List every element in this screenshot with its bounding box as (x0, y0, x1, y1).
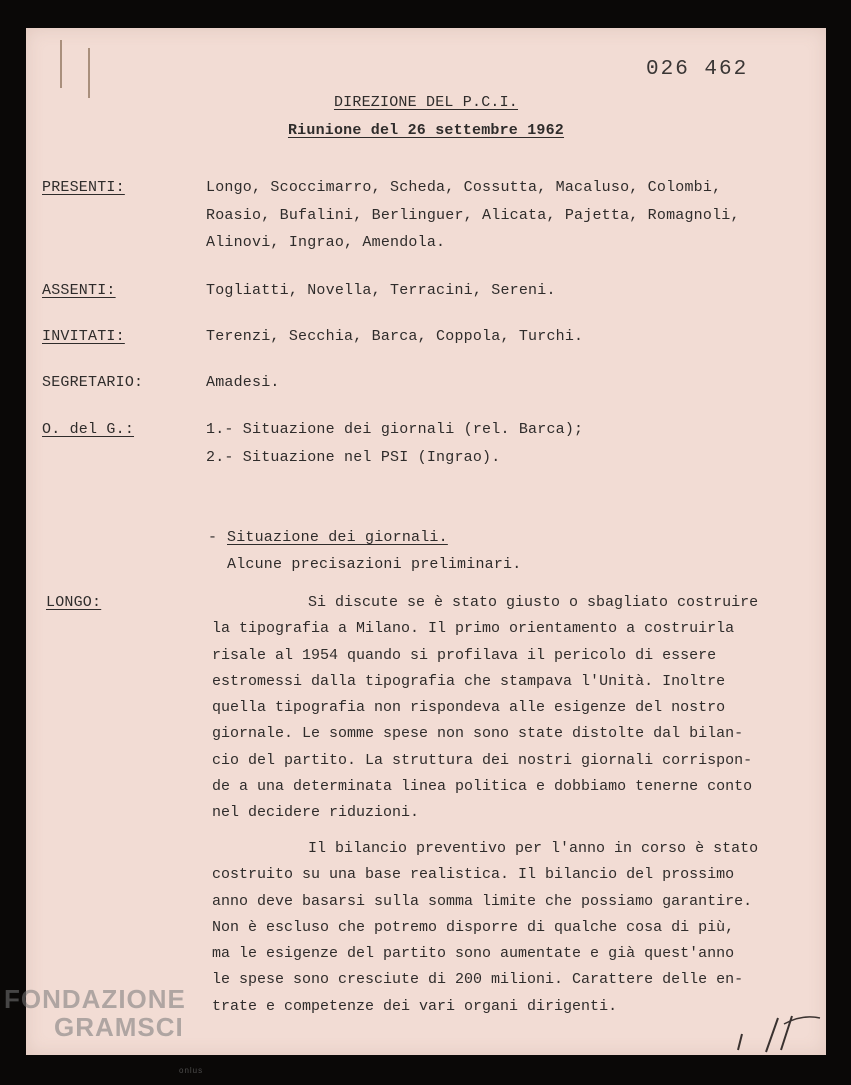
handwritten-mark-icon (726, 988, 826, 1055)
invitati-label: INVITATI: (42, 328, 125, 345)
paragraph-1 (212, 590, 758, 827)
paragraph-line: nel decidere riduzioni. (212, 804, 420, 822)
paragraph-line: cio del partito. La struttura dei nostri giornali corrispon- (212, 751, 753, 769)
section-intro: Alcune precisazioni preliminari. (227, 556, 522, 573)
hole-punch-mark (60, 40, 62, 88)
segretario-value: Amadesi. (206, 374, 280, 391)
paragraph-line: giornale. Le somme spese non sono state distolte dal bilan- (212, 725, 744, 743)
paragraph-line: le spese sono cresciute di 200 milioni. Carattere delle en- (212, 971, 744, 989)
speaker-label: LONGO: (46, 594, 102, 611)
presenti-line: Longo, Scoccimarro, Scheda, Cossutta, Macaluso, Colombi, (206, 179, 722, 196)
presenti-line: Alinovi, Ingrao, Amendola. (206, 234, 446, 251)
watermark-small: onlus (179, 1066, 204, 1075)
paragraph-line: la tipografia a Milano. Il primo orientamento a costruirla (212, 620, 735, 638)
watermark-line1: FONDAZIONE (4, 984, 186, 1014)
presenti-label: PRESENTI: (42, 179, 125, 196)
section-dash: - (208, 529, 218, 546)
fondazione-gramsci-watermark (4, 984, 204, 1075)
archive-number: 026 462 (646, 58, 749, 81)
odg-label: O. del G.: (42, 421, 135, 438)
document-subtitle: Riunione del 26 settembre 1962 (287, 122, 565, 139)
assenti-label: ASSENTI: (42, 282, 116, 299)
invitati-value: Terenzi, Secchia, Barca, Coppola, Turchi. (206, 328, 584, 345)
paragraph-line: anno deve basarsi sulla somma limite che possiamo garantire. (212, 892, 753, 910)
section-heading: Situazione dei giornali. (227, 529, 448, 546)
document-page (26, 28, 826, 1055)
odg-item: 2.- Situazione nel PSI (Ingrao). (206, 449, 501, 466)
watermark-line2: GRAMSCI (54, 1012, 184, 1042)
paragraph-line: costruito su una base realistica. Il bilancio del prossimo (212, 866, 735, 884)
paragraph-line: risale al 1954 quando si profilava il pericolo di essere (212, 646, 717, 664)
presenti-line: Roasio, Bufalini, Berlinguer, Alicata, Pajetta, Romagnoli, (206, 207, 740, 224)
paragraph-line: estromessi dalla tipografia che stampava l'Unità. Inoltre (212, 672, 726, 690)
segretario-label: SEGRETARIO: (42, 374, 144, 391)
assenti-value: Togliatti, Novella, Terracini, Sereni. (206, 282, 556, 299)
paragraph-line: de a una determinata linea politica e dobbiamo tenerne conto (212, 778, 753, 796)
paragraph-line: ma le esigenze del partito sono aumentate e già quest'anno (212, 945, 735, 963)
paragraph-line: Il bilancio preventivo per l'anno in corso è stato (308, 840, 759, 857)
document-title: DIREZIONE DEL P.C.I. (333, 94, 519, 111)
paragraph-line: quella tipografia non rispondeva alle esigenze del nostro (212, 699, 726, 717)
odg-item: 1.- Situazione dei giornali (rel. Barca); (206, 421, 584, 438)
paragraph-line: Non è escluso che potremo disporre di qualche cosa di più, (212, 918, 735, 936)
hole-punch-mark (88, 48, 90, 98)
paragraph-2 (212, 836, 758, 1020)
paragraph-line: trate e competenze dei vari organi dirigenti. (212, 997, 618, 1015)
paragraph-line: Si discute se è stato giusto o sbagliato costruire (308, 594, 759, 611)
